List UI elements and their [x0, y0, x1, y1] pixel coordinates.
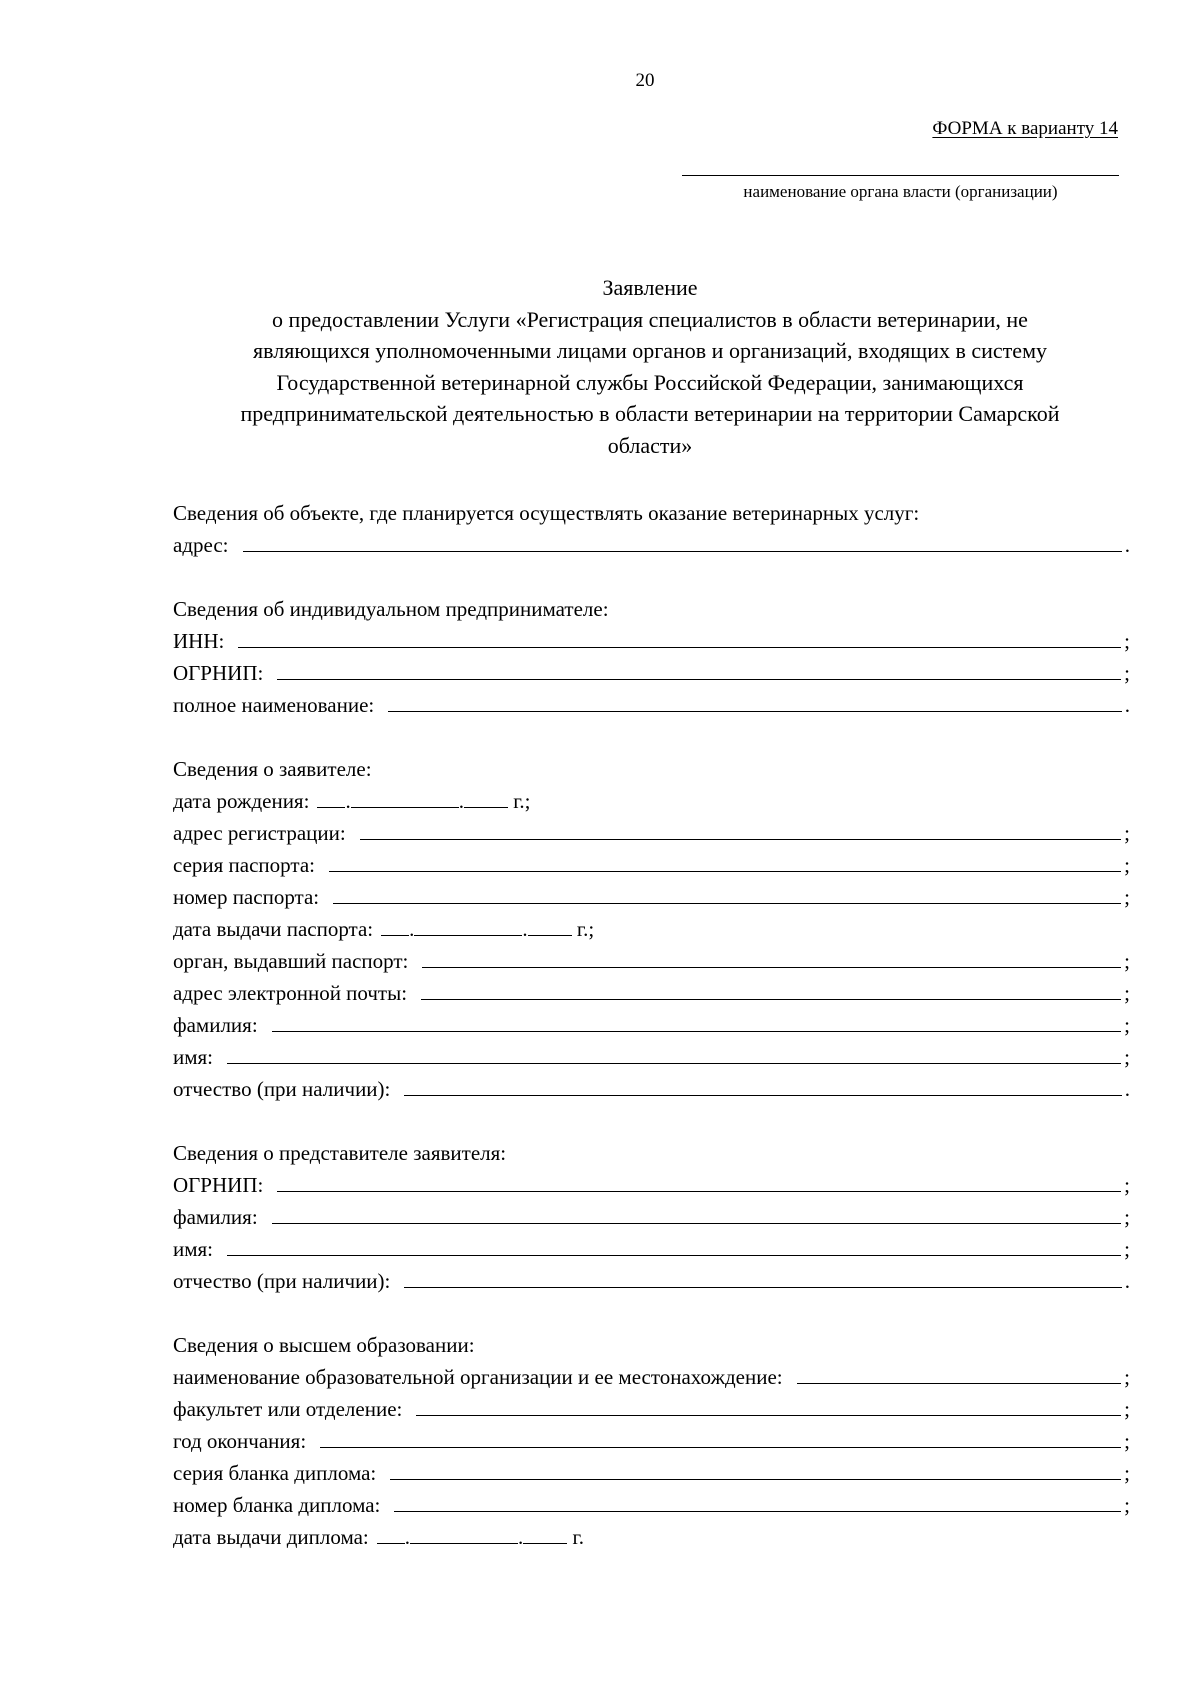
field-punct: ;: [1124, 661, 1130, 685]
org-name-line[interactable]: [682, 175, 1119, 176]
education-section: [173, 1329, 1130, 1553]
field-label: дата выдачи паспорта:: [173, 917, 374, 941]
field-label: дата выдачи диплома:: [173, 1525, 369, 1549]
field-label: ИНН:: [173, 629, 225, 653]
rep-name-field: [173, 1233, 1130, 1265]
field-label: орган, выдавший паспорт:: [173, 949, 409, 973]
ogrnip-field: [173, 657, 1130, 689]
surname-field: [173, 1009, 1130, 1041]
field-label: дата рождения:: [173, 789, 310, 813]
title-line: о предоставлении Услуги «Регистрация специалистов в области ветеринарии, не: [272, 306, 1028, 332]
ogrnip-input[interactable]: [277, 659, 1121, 680]
date-separator: .: [404, 1525, 410, 1549]
field-punct: .: [1124, 1077, 1130, 1101]
form-reference: ФОРМА к варианту 14: [932, 118, 1118, 139]
date-separator: .: [458, 789, 464, 813]
patronymic-field: [173, 1073, 1130, 1105]
passport-issue-year-input[interactable]: [528, 915, 572, 936]
diploma-day-input[interactable]: [377, 1523, 405, 1544]
title-line: являющихся уполномоченными лицами органов и организаций, входящих в систему: [253, 338, 1047, 363]
field-label: имя:: [173, 1045, 214, 1069]
field-punct: ;: [1124, 1493, 1130, 1517]
field-label: имя:: [173, 1237, 214, 1261]
entrepreneur-section: [173, 593, 1130, 721]
field-label: фамилия:: [173, 1013, 258, 1037]
institution-field: [173, 1361, 1130, 1393]
passport-issue-day-input[interactable]: [381, 915, 409, 936]
field-punct: ;: [1124, 1397, 1130, 1421]
inn-field: [173, 625, 1130, 657]
reg-address-field: [173, 817, 1130, 849]
year-suffix: г.;: [576, 917, 595, 941]
field-label: серия паспорта:: [173, 853, 315, 877]
rep-surname-input[interactable]: [272, 1203, 1121, 1224]
representative-heading: Сведения о представителе заявителя:: [173, 1141, 507, 1165]
passport-issue-month-input[interactable]: [414, 915, 522, 936]
rep-patronymic-input[interactable]: [404, 1267, 1121, 1288]
passport-series-input[interactable]: [329, 851, 1121, 872]
date-separator: .: [345, 789, 351, 813]
name-field: [173, 1041, 1130, 1073]
passport-issue-date-field: [173, 913, 1130, 945]
field-label: факультет или отделение:: [173, 1397, 403, 1421]
applicant-heading: Сведения о заявителе:: [173, 757, 372, 781]
institution-input[interactable]: [797, 1363, 1122, 1384]
diploma-month-input[interactable]: [410, 1523, 518, 1544]
title-line: области»: [607, 432, 693, 458]
date-separator: .: [518, 1525, 524, 1549]
graduation-year-field: [173, 1425, 1130, 1457]
field-punct: ;: [1124, 1461, 1130, 1485]
field-label: ОГРНИП:: [173, 1173, 264, 1197]
faculty-input[interactable]: [416, 1395, 1121, 1416]
field-punct: ;: [1124, 1013, 1130, 1037]
title-line: предпринимательской деятельностью в области ветеринарии на территории Самарской: [240, 401, 1060, 426]
passport-issuer-input[interactable]: [422, 947, 1121, 968]
field-label: серия бланка диплома:: [173, 1461, 377, 1485]
field-punct: ;: [1124, 1173, 1130, 1197]
rep-ogrnip-input[interactable]: [277, 1171, 1121, 1192]
reg-address-input[interactable]: [360, 819, 1121, 840]
birth-month-input[interactable]: [351, 787, 459, 808]
passport-number-field: [173, 881, 1130, 913]
object-address-field: [173, 529, 1130, 561]
field-punct: ;: [1124, 949, 1130, 973]
rep-surname-field: [173, 1201, 1130, 1233]
passport-number-input[interactable]: [333, 883, 1121, 904]
field-label: адрес электронной почты:: [173, 981, 408, 1005]
diploma-year-input[interactable]: [523, 1523, 567, 1544]
field-punct: ;: [1124, 821, 1130, 845]
passport-series-field: [173, 849, 1130, 881]
form-body: [173, 497, 1130, 1585]
field-punct: ;: [1124, 1237, 1130, 1261]
rep-name-input[interactable]: [227, 1235, 1121, 1256]
field-label: фамилия:: [173, 1205, 258, 1229]
diploma-number-field: [173, 1489, 1130, 1521]
representative-section: [173, 1137, 1130, 1297]
field-punct: ;: [1124, 853, 1130, 877]
title-line: Заявление: [602, 275, 698, 300]
document-title: [180, 272, 1120, 461]
field-punct: ;: [1124, 1205, 1130, 1229]
page-number: 20: [635, 70, 655, 91]
field-label: адрес регистрации:: [173, 821, 346, 845]
full-name-field: [173, 689, 1130, 721]
diploma-date-field: [173, 1521, 1130, 1553]
date-separator: .: [522, 917, 528, 941]
education-heading: Сведения о высшем образовании:: [173, 1333, 475, 1357]
field-label: номер паспорта:: [173, 885, 320, 909]
field-punct: ;: [1124, 1429, 1130, 1453]
field-punct: ;: [1124, 981, 1130, 1005]
passport-issuer-field: [173, 945, 1130, 977]
applicant-section: [173, 753, 1130, 1105]
field-label: отчество (при наличии):: [173, 1077, 391, 1101]
diploma-number-input[interactable]: [394, 1491, 1121, 1512]
field-punct: ;: [1124, 885, 1130, 909]
year-suffix: г.;: [513, 789, 531, 813]
field-punct: .: [1124, 1269, 1130, 1293]
inn-input[interactable]: [238, 627, 1121, 648]
full-name-input[interactable]: [388, 691, 1122, 712]
graduation-year-input[interactable]: [320, 1427, 1121, 1448]
field-label: адрес:: [173, 533, 229, 557]
title-line: Государственной ветеринарной службы Российской Федерации, занимающихся: [276, 369, 1024, 395]
diploma-series-input[interactable]: [390, 1459, 1121, 1480]
field-label: отчество (при наличии):: [173, 1269, 391, 1293]
rep-ogrnip-field: [173, 1169, 1130, 1201]
org-name-caption: наименование органа власти (организации): [743, 182, 1058, 201]
patronymic-input[interactable]: [404, 1075, 1121, 1096]
field-punct: ;: [1124, 629, 1130, 653]
field-label: наименование образовательной организации и ее местонахождение:: [173, 1365, 783, 1389]
field-label: полное наименование:: [173, 693, 375, 717]
birth-year-input[interactable]: [464, 787, 508, 808]
email-input[interactable]: [421, 979, 1121, 1000]
name-input[interactable]: [227, 1043, 1121, 1064]
date-separator: .: [409, 917, 415, 941]
field-punct: .: [1124, 693, 1130, 717]
entrepreneur-heading: Сведения об индивидуальном предпринимателе:: [173, 597, 609, 621]
field-label: ОГРНИП:: [173, 661, 264, 685]
faculty-field: [173, 1393, 1130, 1425]
object-address-input[interactable]: [243, 531, 1122, 552]
rep-patronymic-field: [173, 1265, 1130, 1297]
birth-date-field: [173, 785, 1130, 817]
diploma-series-field: [173, 1457, 1130, 1489]
email-field: [173, 977, 1130, 1009]
field-punct: ;: [1124, 1365, 1130, 1389]
object-section: [173, 497, 1130, 561]
object-heading: Сведения об объекте, где планируется осуществлять оказание ветеринарных услуг:: [173, 501, 920, 525]
surname-input[interactable]: [272, 1011, 1121, 1032]
birth-day-input[interactable]: [317, 787, 345, 808]
field-label: номер бланка диплома:: [173, 1493, 381, 1517]
year-suffix: г.: [572, 1525, 584, 1549]
field-label: год окончания:: [173, 1429, 307, 1453]
field-punct: .: [1124, 533, 1130, 557]
field-punct: ;: [1124, 1045, 1130, 1069]
